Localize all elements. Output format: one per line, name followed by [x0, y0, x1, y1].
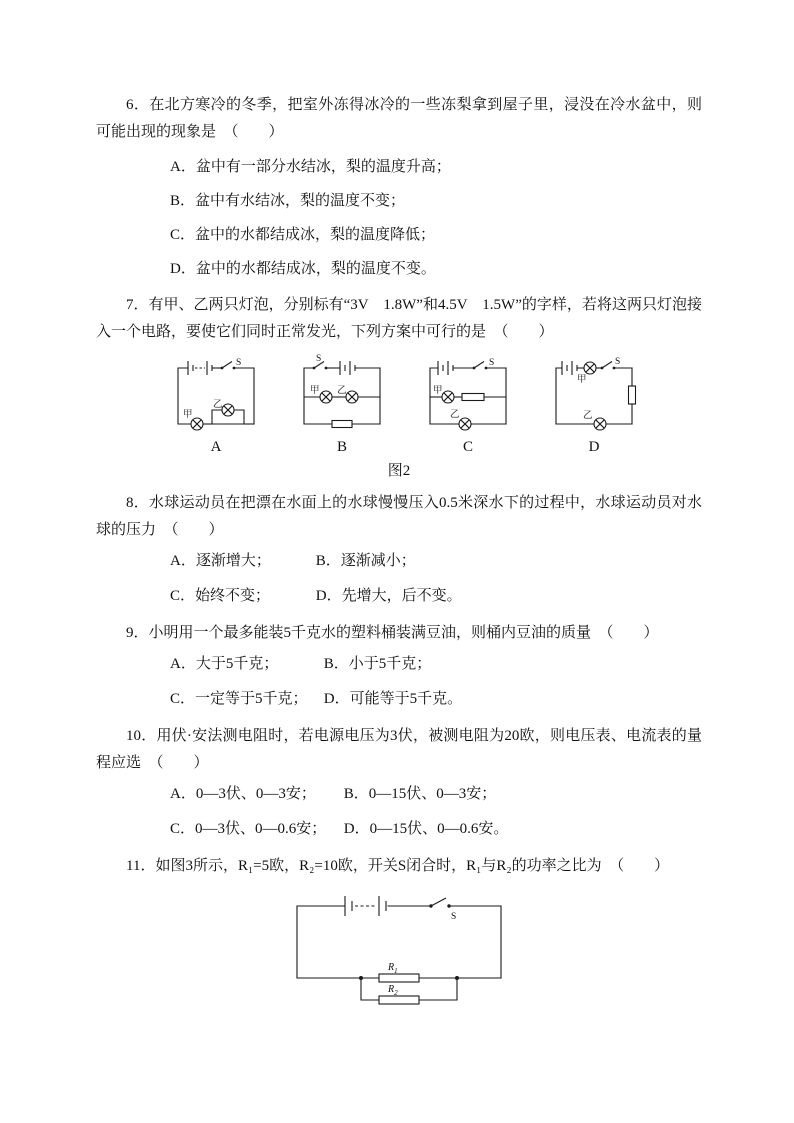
wires — [304, 368, 380, 424]
wires — [556, 368, 632, 424]
switch-icon — [473, 362, 488, 370]
resistor-icon — [332, 421, 352, 428]
switch-label: S — [489, 358, 495, 368]
resistor-r1-label: $R_1$ — [388, 962, 398, 975]
switch-label: S — [451, 912, 457, 922]
battery-icon — [340, 361, 355, 375]
circuit-option-letters — [170, 436, 702, 458]
circuit-option-b — [296, 354, 388, 436]
switch-icon — [221, 362, 236, 370]
question-10-options — [170, 777, 702, 847]
circuit-option-d — [548, 354, 640, 436]
battery-icon — [188, 361, 212, 375]
lamp-icon — [346, 391, 358, 403]
circuit-label-b: B — [336, 439, 347, 455]
question-7 — [96, 292, 702, 484]
resistor-icon — [379, 974, 419, 982]
option-b: B．0—15伏、0—3安； — [343, 786, 497, 802]
lamp-icon — [584, 362, 596, 374]
wires — [430, 368, 506, 424]
lamp-yi-label: 乙 — [450, 410, 460, 420]
option-a: A．0—3伏、0—3安； — [170, 786, 316, 802]
battery-icon — [438, 361, 453, 375]
option-d: D．先增大，后不变。 — [315, 588, 462, 604]
option-d: D．盆中的水都结成冰，梨的温度不变。 — [170, 261, 436, 277]
circuit-label-a: A — [210, 439, 222, 455]
option-b: B．小于5千克； — [323, 656, 432, 672]
circuit-d-diagram — [548, 354, 640, 436]
circuit-a-diagram — [170, 354, 262, 436]
lamp-jia-label: 甲 — [577, 375, 587, 385]
lamp-yi-label: 乙 — [583, 411, 593, 421]
wires — [297, 906, 501, 1000]
figure-3-diagram — [281, 890, 517, 1014]
junction-node — [455, 976, 459, 980]
circuit-label-c: C — [462, 439, 473, 455]
battery-icon — [345, 896, 386, 916]
question-6-stem: 6．在北方寒冷的冬季，把室外冻得冰冷的一些冻梨拿到屋子里，浸没在冷水盆中，则可能出现的现象是 （ ） — [96, 97, 702, 140]
question-10 — [96, 723, 702, 847]
lamp-jia-label: 甲 — [310, 386, 320, 396]
option-c: C．0—3伏、0—0.6安； — [170, 821, 327, 837]
option-d: D．可能等于5千克。 — [323, 691, 463, 707]
lamp-icon — [442, 391, 454, 403]
lamp-icon — [222, 404, 234, 416]
option-d: D．0—15伏、0—0.6安。 — [343, 821, 509, 837]
figure-3 — [96, 890, 702, 1014]
question-8-options — [170, 544, 702, 614]
switch-label: S — [316, 354, 322, 364]
circuit-option-c — [422, 354, 514, 436]
lamp-icon — [594, 418, 606, 430]
question-9 — [96, 620, 702, 717]
option-a: A．大于5千克； — [170, 656, 279, 672]
resistor-icon — [379, 996, 419, 1004]
question-11 — [96, 853, 702, 1014]
switch-label: S — [236, 358, 242, 368]
lamp-jia-label: 甲 — [433, 386, 443, 396]
option-a: A．盆中有一部分水结冰，梨的温度升高； — [170, 159, 451, 175]
lamp-icon — [459, 418, 471, 430]
option-a: A．逐渐增大； — [170, 553, 271, 569]
lamp-icon — [320, 391, 332, 403]
question-6 — [96, 92, 702, 286]
lamp-yi-label: 乙 — [337, 386, 347, 396]
circuit-label-d: D — [588, 439, 600, 455]
lamp-icon — [191, 418, 203, 430]
option-b: B．逐渐减小； — [315, 553, 416, 569]
lamp-jia-label: 甲 — [183, 410, 193, 420]
circuit-b-diagram — [296, 354, 388, 436]
option-b: B．盆中有水结冰，梨的温度不变； — [170, 193, 406, 209]
option-c: C．一定等于5千克； — [170, 691, 308, 707]
figure-2-caption: 图2 — [387, 463, 411, 479]
option-c: C．始终不变； — [170, 588, 271, 604]
question-9-stem: 9．小明用一个最多能装5千克水的塑料桶装满豆油，则桶内豆油的质量 （ ） — [126, 625, 659, 641]
question-9-options — [170, 647, 702, 717]
junction-node — [359, 976, 363, 980]
lamp-yi-label: 乙 — [213, 400, 223, 410]
switch-icon — [429, 898, 450, 908]
figure-3-circuit — [281, 890, 517, 1014]
question-11-stem: 11．如图3所示，R₁=5欧，R₂=10欧，开关S闭合时，R₁与R₂的功率之比为 （ ） — [126, 858, 670, 874]
question-7-stem: 7．有甲、乙两只灯泡，分别标有“3V 1.8W”和4.5V 1.5W”的字样，若将这两只灯泡接入一个电路，要使它们同时正常发光，下列方案中可行的是 （ ） — [96, 297, 702, 340]
battery-icon — [562, 361, 577, 375]
question-6-options — [170, 150, 702, 286]
resistor-icon — [629, 386, 636, 404]
question-8 — [96, 490, 702, 614]
circuit-c-diagram — [422, 354, 514, 436]
resistor-r2-label: $R_2$ — [388, 984, 398, 997]
switch-label: S — [615, 357, 621, 367]
circuit-option-a — [170, 354, 262, 436]
figure-2-circuits — [170, 354, 702, 436]
question-8-stem: 8．水球运动员在把漂在水面上的水球慢慢压入0.5米深水下的过程中，水球运动员对水球的压力 （ ） — [96, 495, 702, 538]
option-c: C．盆中的水都结成冰，梨的温度降低； — [170, 227, 436, 243]
switch-icon — [601, 362, 616, 370]
question-10-stem: 10．用伏·安法测电阻时，若电源电压为3伏，被测电阻为20欧，则电压表、电流表的量程应选 （ ） — [96, 728, 702, 771]
resistor-icon — [462, 394, 484, 401]
